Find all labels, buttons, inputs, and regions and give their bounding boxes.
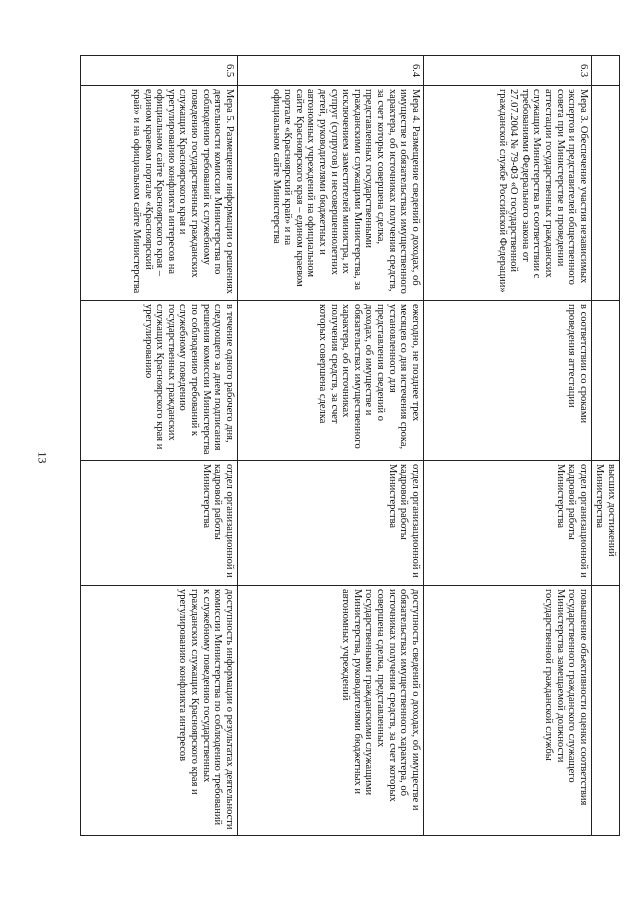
measure-text: Мера 3. Обеспечение участия независимых экспертов и представителей общественного совета при Министерстве в проведении аттестации государственных гражданских служащих Министерства в соответствии с требованиями Федерального закона от 27.07.2004 № 79-ФЗ «О государственной гражданской службе Российской Федерации»: [423, 86, 591, 301]
measures-table: [80, 55, 620, 836]
cell-measure: [591, 86, 619, 301]
rotated-page-content: [80, 55, 620, 835]
result-text: доступность информации о результатах деятельности комиссии Министерства по соблюдению требований к служебному поведению государственных гражданских служащих Красноярского края и урегулированию конфликта интересов: [81, 586, 238, 836]
page-number: 13: [35, 451, 50, 464]
deadline-text: в соответствии со сроками проведения аттестации: [423, 301, 591, 461]
cell-deadline: [591, 301, 619, 461]
result-text: доступность сведений о доходах, об имуществе и обязательствах имущественного характера, об источниках получения средств, за счет которых совершена сделка, представленных государственными гражданскими служащими Министерства, руководителями бюджетных и автономных учреждений: [237, 586, 423, 836]
table-row: [237, 56, 423, 836]
row-number: 6.3: [423, 56, 591, 86]
table-row-continuation: [591, 56, 619, 836]
row-number: 6.4: [237, 56, 423, 86]
deadline-text: в течение одного рабочего дня, следующего за днем подписания решения комиссии Министерства по соблюдению требований к служебному поведению государственных гражданских служащих Красноярского края и урегулированию: [81, 301, 238, 461]
result-text: повышение объективности оценки соответствия государственного гражданского служащего Министерства замещаемой должности государственной гражданской службы: [423, 586, 591, 836]
deadline-text: ежегодно, не позднее трех месяцев со дня истечения срока, установленного для представления сведений о доходах, об имуществе и обязательствах имущественного характера, об источниках получения средств, за счет которых совершена сделка: [237, 301, 423, 461]
cell-result: [591, 586, 619, 836]
table-row: [423, 56, 591, 836]
measure-text: Мера 5. Размещение информации о решениях деятельности комиссии Министерства по соблюдению требований к служебному поведению государственных гражданских служащих Красноярского края и урегулированию конфликта интересов на официальном сайте Красноярского края – едином краевом портале «Красноярский край» и на официальном сайте Министерства: [81, 86, 238, 301]
responsible-text: отдел организационной и кадровой работы Министерства: [423, 461, 591, 586]
cell-responsible: высших достижений Министерства: [591, 461, 619, 586]
responsible-text: отдел организационной и кадровой работы Министерства: [237, 461, 423, 586]
responsible-text: отдел организационной и кадровой работы Министерства: [81, 461, 238, 586]
row-number: 6.5: [81, 56, 238, 86]
table-row: [81, 56, 238, 836]
cell-num: [591, 56, 619, 86]
measure-text: Мера 4. Размещение сведений о доходах, об имуществе и обязательствах имущественного характера, об источниках получения средств, за счет которых совершена сделка, представленных государственными гражданскими служащими Министерства, за исключением заместителей министра, их супруг (супругов) и несовершеннолетних детей, руководителями бюджетных и автономных учреждений на официальном сайте Красноярского края – едином краевом портале «Красноярский край» и на официальном сайте Министерства: [237, 86, 423, 301]
